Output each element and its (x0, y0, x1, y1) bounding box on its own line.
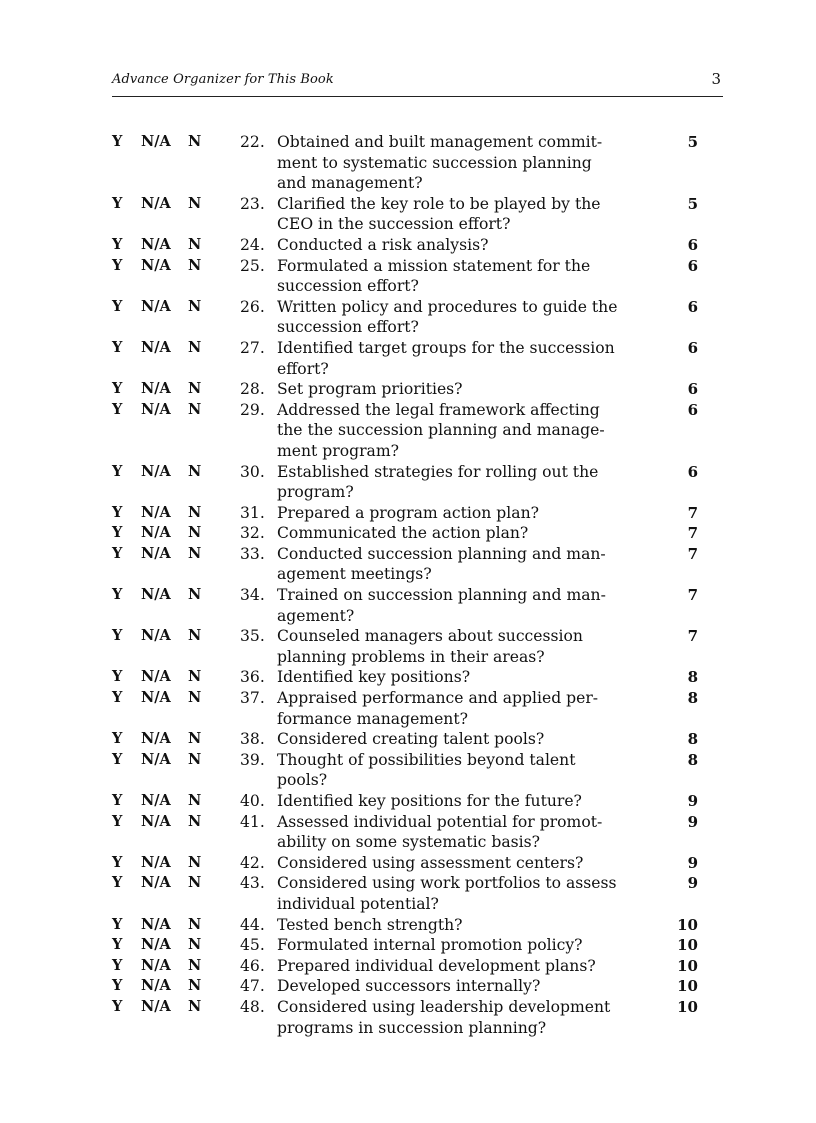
question-text (277, 935, 622, 956)
chapter-number: 8 (687, 689, 698, 708)
response-yes: Y (112, 936, 123, 954)
item-number: 32. (240, 524, 265, 543)
question-text (277, 976, 622, 997)
response-yes: Y (112, 194, 123, 212)
item-number: 33. (240, 544, 265, 563)
checklist-item (0, 750, 816, 791)
question-line: planning problems in their areas? (277, 647, 545, 666)
response-na: N/A (141, 544, 171, 562)
item-number: 34. (240, 586, 265, 605)
response-no: N (188, 750, 202, 768)
checklist-item (0, 791, 816, 812)
response-na: N/A (141, 792, 171, 809)
response-na: N/A (141, 400, 171, 418)
running-title: Advance Organizer for This Book (112, 72, 334, 87)
question-line: Identified key positions? (277, 668, 471, 687)
chapter-number: 9 (687, 853, 698, 872)
question-text (277, 297, 622, 338)
response-na: N/A (141, 730, 171, 748)
question-line: Prepared individual development plans? (277, 956, 596, 975)
question-line: programs in succession planning? (277, 1018, 547, 1037)
response-yes: Y (112, 750, 123, 768)
response-na: N/A (141, 256, 171, 274)
response-no: N (188, 853, 202, 871)
checklist-item (0, 729, 816, 750)
response-no: N (188, 997, 202, 1015)
question-line: individual potential? (277, 894, 439, 913)
question-line: Prepared a program action plan? (277, 503, 539, 522)
response-no: N (188, 133, 202, 150)
question-line: Considered using assessment centers? (277, 853, 584, 872)
response-yes: Y (112, 133, 123, 150)
checklist-item (0, 132, 816, 194)
checklist-item (0, 400, 816, 462)
question-text (277, 667, 622, 688)
chapter-number: 6 (687, 256, 698, 275)
question-line: Considered creating talent pools? (277, 730, 545, 749)
question-line: Counseled managers about succession (277, 627, 583, 646)
question-text (277, 956, 622, 977)
response-na: N/A (141, 235, 171, 253)
question-line: Assessed individual potential for promot- (277, 812, 603, 831)
checklist-item (0, 667, 816, 688)
response-yes: Y (112, 689, 123, 707)
checklist-item (0, 256, 816, 297)
question-line: ment program? (277, 441, 399, 460)
response-na: N/A (141, 853, 171, 871)
page-number: 3 (711, 70, 721, 88)
response-no: N (188, 194, 202, 212)
response-yes: Y (112, 297, 123, 315)
item-number: 28. (240, 380, 265, 399)
response-no: N (188, 297, 202, 315)
item-number: 31. (240, 503, 265, 522)
chapter-number: 10 (677, 977, 698, 996)
question-text (277, 338, 622, 379)
question-line: Formulated internal promotion policy? (277, 936, 583, 955)
response-na: N/A (141, 133, 171, 150)
question-line: Trained on succession planning and man- (277, 586, 606, 605)
chapter-number: 7 (687, 544, 698, 563)
item-number: 46. (240, 956, 265, 975)
item-number: 47. (240, 977, 265, 996)
question-text (277, 462, 622, 503)
response-no: N (188, 524, 202, 542)
question-text (277, 503, 622, 524)
question-text (277, 997, 622, 1038)
response-yes: Y (112, 853, 123, 871)
chapter-number: 7 (687, 627, 698, 646)
question-text (277, 379, 622, 400)
response-na: N/A (141, 874, 171, 892)
question-line: Written policy and procedures to guide the (277, 297, 618, 316)
response-no: N (188, 936, 202, 954)
checklist-item (0, 523, 816, 544)
response-yes: Y (112, 256, 123, 274)
response-na: N/A (141, 668, 171, 686)
question-text (277, 873, 622, 914)
response-yes: Y (112, 586, 123, 604)
question-line: CEO in the succession effort? (277, 215, 511, 234)
question-line: Developed successors internally? (277, 977, 541, 996)
response-no: N (188, 874, 202, 892)
response-no: N (188, 812, 202, 830)
checklist-item (0, 997, 816, 1038)
item-number: 22. (240, 133, 265, 151)
checklist-item (0, 379, 816, 400)
response-no: N (188, 730, 202, 748)
response-yes: Y (112, 524, 123, 542)
response-yes: Y (112, 235, 123, 253)
chapter-number: 6 (687, 380, 698, 399)
checklist-item (0, 585, 816, 626)
question-line: formance management? (277, 709, 468, 728)
response-na: N/A (141, 297, 171, 315)
response-yes: Y (112, 668, 123, 686)
question-line: Identified key positions for the future? (277, 792, 582, 810)
response-na: N/A (141, 524, 171, 542)
response-no: N (188, 792, 202, 809)
checklist-item (0, 812, 816, 853)
chapter-number: 8 (687, 750, 698, 769)
response-na: N/A (141, 956, 171, 974)
item-number: 45. (240, 936, 265, 955)
response-na: N/A (141, 503, 171, 521)
item-number: 42. (240, 853, 265, 872)
item-number: 40. (240, 792, 265, 810)
response-yes: Y (112, 730, 123, 748)
item-number: 30. (240, 462, 265, 481)
response-no: N (188, 338, 202, 356)
chapter-number: 5 (687, 194, 698, 213)
question-line: Formulated a mission statement for the (277, 256, 591, 275)
chapter-number: 10 (677, 936, 698, 955)
chapter-number: 7 (687, 503, 698, 522)
chapter-number: 6 (687, 338, 698, 357)
question-line: the the succession planning and manage- (277, 421, 605, 440)
response-no: N (188, 380, 202, 398)
response-na: N/A (141, 627, 171, 645)
response-no: N (188, 689, 202, 707)
question-text (277, 194, 622, 235)
checklist-item (0, 297, 816, 338)
item-number: 39. (240, 750, 265, 769)
chapter-number: 9 (687, 792, 698, 810)
item-number: 27. (240, 338, 265, 357)
response-yes: Y (112, 544, 123, 562)
response-na: N/A (141, 997, 171, 1015)
response-yes: Y (112, 462, 123, 480)
checklist-item (0, 935, 816, 956)
question-text (277, 915, 622, 936)
question-text (277, 812, 622, 853)
checklist-item (0, 976, 816, 997)
response-no: N (188, 956, 202, 974)
question-text (277, 853, 622, 874)
response-no: N (188, 977, 202, 995)
item-number: 37. (240, 689, 265, 708)
running-head (112, 70, 723, 97)
question-text (277, 750, 622, 791)
question-text (277, 688, 622, 729)
item-number: 24. (240, 235, 265, 254)
checklist (0, 132, 816, 1038)
checklist-item (0, 544, 816, 585)
response-no: N (188, 915, 202, 933)
response-yes: Y (112, 792, 123, 809)
item-number: 48. (240, 997, 265, 1016)
question-line: Obtained and built management commit- (277, 133, 603, 151)
item-number: 41. (240, 812, 265, 831)
question-line: effort? (277, 359, 329, 378)
chapter-number: 10 (677, 997, 698, 1016)
chapter-number: 9 (687, 812, 698, 831)
response-yes: Y (112, 977, 123, 995)
question-line: ability on some systematic basis? (277, 833, 540, 852)
response-no: N (188, 256, 202, 274)
response-no: N (188, 235, 202, 253)
item-number: 29. (240, 400, 265, 419)
response-no: N (188, 400, 202, 418)
response-no: N (188, 462, 202, 480)
response-na: N/A (141, 586, 171, 604)
chapter-number: 7 (687, 524, 698, 543)
response-yes: Y (112, 956, 123, 974)
chapter-number: 10 (677, 956, 698, 975)
response-na: N/A (141, 750, 171, 768)
checklist-item (0, 194, 816, 235)
chapter-number: 6 (687, 235, 698, 254)
response-na: N/A (141, 915, 171, 933)
question-text (277, 400, 622, 462)
question-text (277, 729, 622, 750)
response-yes: Y (112, 503, 123, 521)
item-number: 25. (240, 256, 265, 275)
checklist-item (0, 853, 816, 874)
checklist-item (0, 462, 816, 503)
response-yes: Y (112, 812, 123, 830)
response-na: N/A (141, 194, 171, 212)
question-line: Conducted succession planning and man- (277, 544, 606, 563)
response-no: N (188, 544, 202, 562)
response-na: N/A (141, 380, 171, 398)
question-line: ment to systematic succession planning (277, 153, 592, 172)
chapter-number: 6 (687, 462, 698, 481)
question-line: Conducted a risk analysis? (277, 235, 489, 254)
chapter-number: 6 (687, 297, 698, 316)
item-number: 26. (240, 297, 265, 316)
checklist-item (0, 873, 816, 914)
question-line: and management? (277, 174, 423, 193)
question-text (277, 132, 622, 194)
checklist-item (0, 235, 816, 256)
checklist-item (0, 338, 816, 379)
checklist-item (0, 915, 816, 936)
chapter-number: 10 (677, 915, 698, 934)
checklist-item (0, 956, 816, 977)
response-yes: Y (112, 400, 123, 418)
question-line: Communicated the action plan? (277, 524, 529, 543)
item-number: 36. (240, 668, 265, 687)
chapter-number: 8 (687, 730, 698, 749)
response-na: N/A (141, 462, 171, 480)
question-text (277, 544, 622, 585)
response-no: N (188, 586, 202, 604)
response-no: N (188, 503, 202, 521)
item-number: 23. (240, 194, 265, 213)
question-text (277, 791, 622, 812)
question-line: Set program priorities? (277, 380, 463, 399)
question-text (277, 585, 622, 626)
question-line: Thought of possibilities beyond talent (277, 750, 576, 769)
question-line: agement? (277, 606, 355, 625)
checklist-item (0, 688, 816, 729)
response-yes: Y (112, 997, 123, 1015)
question-line: Addressed the legal framework affecting (277, 400, 600, 419)
question-line: Considered using leadership development (277, 997, 611, 1016)
question-text (277, 626, 622, 667)
question-line: succession effort? (277, 277, 419, 296)
item-number: 38. (240, 730, 265, 749)
chapter-number: 9 (687, 874, 698, 893)
question-line: Clarified the key role to be played by the (277, 194, 601, 213)
response-no: N (188, 668, 202, 686)
item-number: 35. (240, 627, 265, 646)
response-yes: Y (112, 874, 123, 892)
question-line: Tested bench strength? (277, 915, 463, 934)
question-text (277, 523, 622, 544)
response-na: N/A (141, 936, 171, 954)
question-line: Appraised performance and applied per- (277, 689, 599, 708)
checklist-item (0, 626, 816, 667)
question-text (277, 256, 622, 297)
response-na: N/A (141, 689, 171, 707)
response-na: N/A (141, 977, 171, 995)
response-yes: Y (112, 915, 123, 933)
item-number: 43. (240, 874, 265, 893)
chapter-number: 6 (687, 400, 698, 419)
response-na: N/A (141, 812, 171, 830)
response-yes: Y (112, 338, 123, 356)
checklist-item (0, 503, 816, 524)
response-na: N/A (141, 338, 171, 356)
chapter-number: 5 (687, 133, 698, 151)
question-line: pools? (277, 771, 328, 790)
question-line: program? (277, 483, 354, 502)
question-line: Considered using work portfolios to assess (277, 874, 617, 893)
question-line: agement meetings? (277, 565, 432, 584)
question-line: Identified target groups for the succession (277, 338, 615, 357)
question-line: succession effort? (277, 318, 419, 337)
response-yes: Y (112, 627, 123, 645)
item-number: 44. (240, 915, 265, 934)
question-line: Established strategies for rolling out the (277, 462, 599, 481)
question-text (277, 235, 622, 256)
chapter-number: 8 (687, 668, 698, 687)
chapter-number: 7 (687, 586, 698, 605)
response-no: N (188, 627, 202, 645)
response-yes: Y (112, 380, 123, 398)
